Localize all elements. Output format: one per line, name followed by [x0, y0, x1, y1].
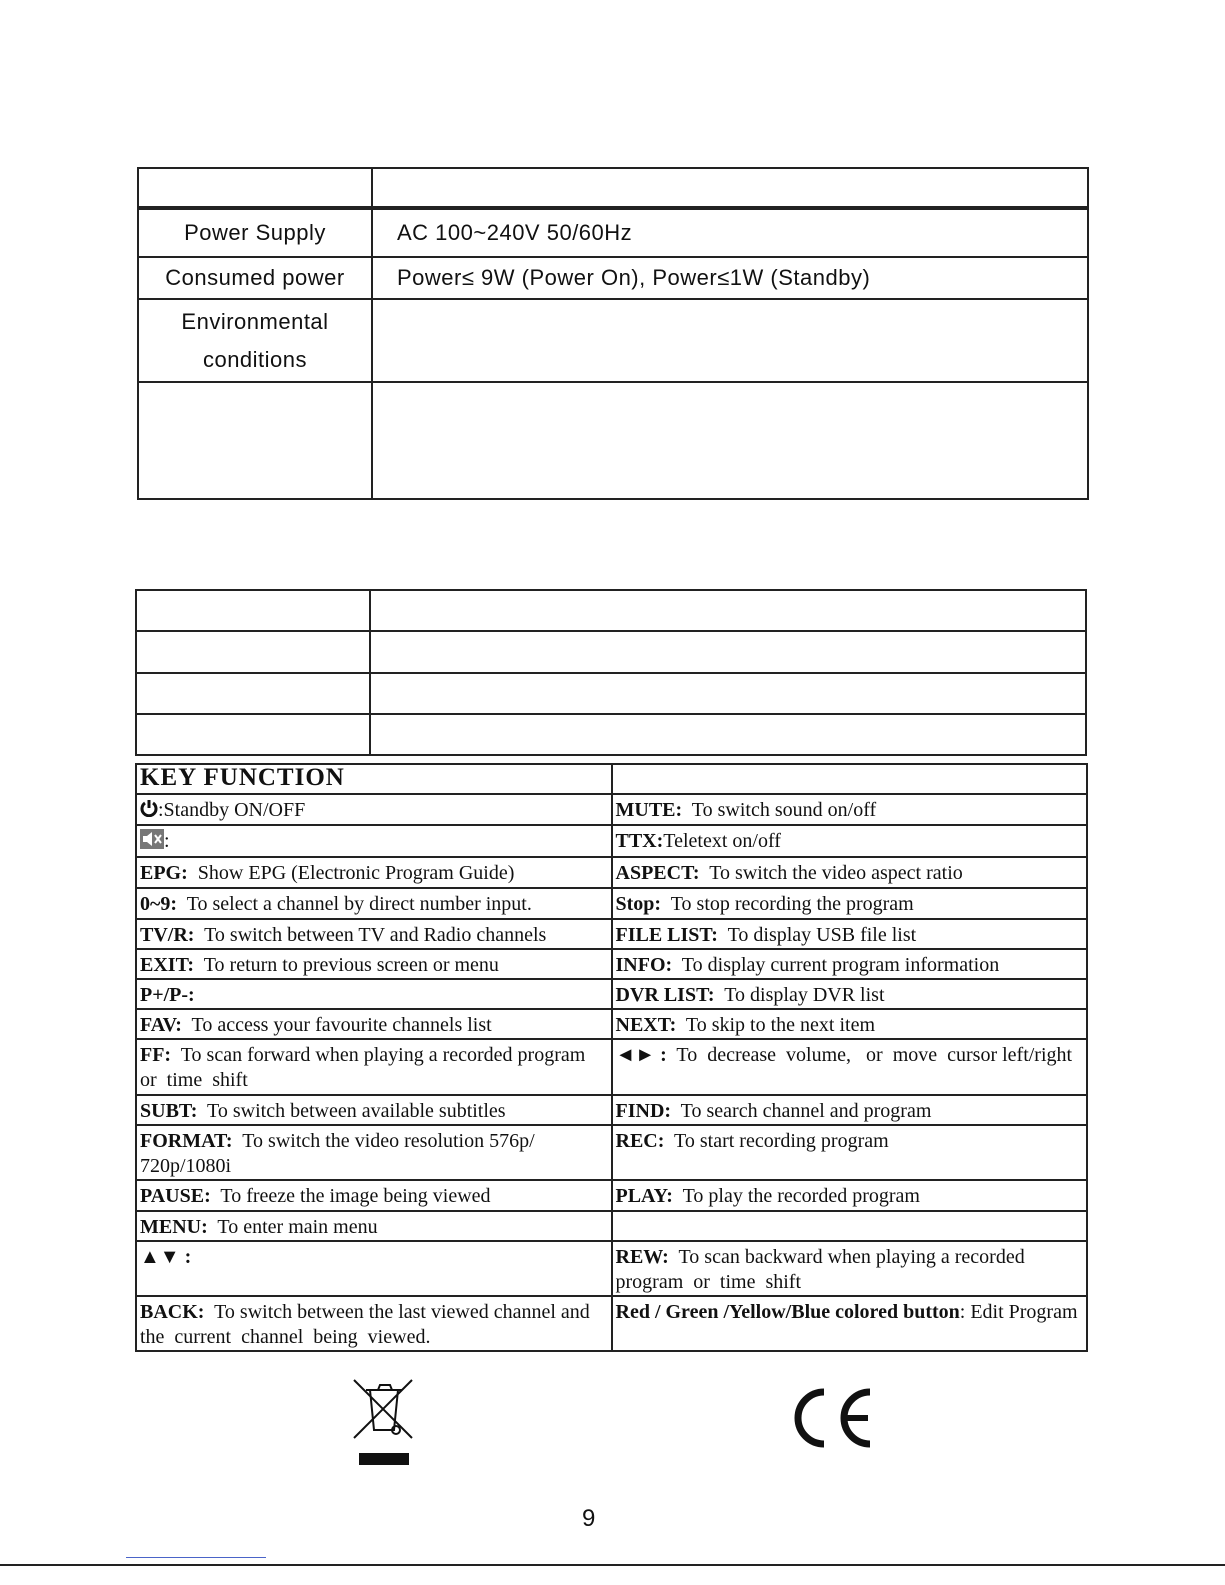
key-name: Red / Green /Yellow/Blue colored button [615, 1301, 960, 1323]
key-description: : Edit Program [959, 1301, 1078, 1323]
key-function-cell [136, 1241, 612, 1296]
key-function-cell [612, 1296, 1088, 1351]
key-name: ▲▼ : [140, 1246, 192, 1268]
key-function-cell [136, 979, 612, 1009]
key-name: EPG: [140, 862, 188, 884]
key-name: BACK: [140, 1301, 205, 1323]
key-description: To skip to the next item [676, 1014, 876, 1036]
cell [136, 590, 370, 631]
key-name: ASPECT: [615, 862, 700, 884]
key-description: To switch between available subtitles [197, 1100, 506, 1122]
key-function-cell [136, 949, 612, 979]
key-function-cell [136, 825, 612, 857]
key-description: To display DVR list [714, 984, 885, 1006]
weee-bin-icon [352, 1378, 416, 1473]
key-function-cell [136, 1125, 612, 1180]
key-description: To enter main menu [207, 1216, 378, 1238]
key-function-cell [136, 919, 612, 949]
key-description: To scan forward when playing a recorded program or time shift [140, 1044, 596, 1091]
key-function-cell [136, 1009, 612, 1039]
key-function-cell [612, 1095, 1088, 1125]
key-function-cell [612, 949, 1088, 979]
spec-value [372, 382, 1088, 499]
key-name: FF: [140, 1044, 172, 1066]
key-name: DVR LIST: [615, 984, 715, 1006]
key-function-title: KEY FUNCTION [136, 764, 612, 794]
key-name: 0~9: [140, 893, 178, 915]
key-function-cell [612, 1125, 1088, 1180]
key-name: FIND: [615, 1100, 672, 1122]
spec-label: Power Supply [138, 208, 372, 257]
spec-label [138, 168, 372, 208]
ce-mark-icon [790, 1388, 874, 1453]
cell [136, 673, 370, 714]
specifications-table [137, 167, 1089, 500]
key-function-cell [612, 1241, 1088, 1296]
key-description: To switch sound on/off [682, 799, 877, 821]
key-name: REC: [615, 1130, 665, 1152]
key-description: To switch between TV and Radio channels [194, 924, 547, 946]
key-function-cell [612, 1039, 1088, 1095]
spec-label: Environmental conditions [138, 299, 372, 382]
empty-table [135, 589, 1087, 756]
spec-label: Consumed power [138, 257, 372, 299]
key-function-cell [612, 857, 1088, 888]
cell [370, 714, 1086, 755]
key-name: TV/R: [140, 924, 195, 946]
key-description: To start recording program [664, 1130, 889, 1152]
key-function-cell [136, 888, 612, 919]
key-description: To play the recorded program [672, 1185, 920, 1207]
key-name: MUTE: [615, 799, 683, 821]
spec-label [138, 382, 372, 499]
key-description: To search channel and program [671, 1100, 932, 1122]
key-description: To switch between the last viewed channel and the current channel being viewed. [140, 1301, 600, 1348]
key-function-cell [612, 794, 1088, 825]
key-description: Teletext on/off [663, 830, 781, 852]
key-function-cell [612, 979, 1088, 1009]
key-description: To decrease volume, or move cursor left/right [666, 1044, 1073, 1066]
key-description: : [164, 830, 170, 853]
key-function-cell [612, 825, 1088, 857]
key-name: ◄► : [615, 1044, 667, 1066]
cell [370, 631, 1086, 673]
key-name: SUBT: [140, 1100, 198, 1122]
key-name: TTX: [615, 830, 664, 852]
mute-speaker-icon [140, 829, 164, 856]
cell [612, 764, 1088, 794]
key-function-cell [612, 919, 1088, 949]
cell [136, 714, 370, 755]
cell [370, 673, 1086, 714]
key-name: PAUSE: [140, 1185, 211, 1207]
key-function-cell [136, 1296, 612, 1351]
power-icon [140, 799, 158, 824]
key-description: Show EPG (Electronic Program Guide) [187, 862, 515, 884]
key-function-cell [612, 1180, 1088, 1211]
key-function-cell [612, 888, 1088, 919]
key-function-cell [136, 857, 612, 888]
divider [126, 1557, 266, 1558]
key-name: NEXT: [615, 1014, 677, 1036]
key-name: REW: [615, 1246, 669, 1268]
key-name: Stop: [615, 893, 662, 915]
key-name: P+/P-: [140, 984, 195, 1006]
key-function-cell [136, 1095, 612, 1125]
key-description: :Standby ON/OFF [158, 799, 306, 821]
key-function-cell [136, 1180, 612, 1211]
cell [136, 631, 370, 673]
key-name: INFO: [615, 954, 673, 976]
key-description: To select a channel by direct number input. [177, 893, 532, 915]
spec-value: Power≤ 9W (Power On), Power≤1W (Standby) [372, 257, 1088, 299]
key-description: To display current program information [672, 954, 1000, 976]
key-function-cell [136, 1211, 612, 1241]
key-description: To access your favourite channels list [181, 1014, 492, 1036]
key-description: To stop recording the program [661, 893, 914, 915]
key-description: To scan backward when playing a recorded program or time shift [615, 1246, 1030, 1293]
key-function-cell [136, 1039, 612, 1095]
key-description: To display USB file list [717, 924, 917, 946]
key-function-cell [612, 1211, 1088, 1241]
spec-value [372, 299, 1088, 382]
key-description: To freeze the image being viewed [210, 1185, 491, 1207]
key-name: FILE LIST: [615, 924, 718, 946]
key-name: MENU: [140, 1216, 208, 1238]
key-name: PLAY: [615, 1185, 673, 1207]
key-description: To switch the video aspect ratio [699, 862, 963, 884]
spec-value: AC 100~240V 50/60Hz [372, 208, 1088, 257]
key-function-cell [612, 1009, 1088, 1039]
cell [370, 590, 1086, 631]
key-name: EXIT: [140, 954, 195, 976]
key-description: To return to previous screen or menu [194, 954, 499, 976]
key-function-cell [136, 794, 612, 825]
key-function-table [135, 763, 1088, 1352]
page-number: 9 [582, 1505, 596, 1532]
key-name: FAV: [140, 1014, 182, 1036]
key-description: To switch the video resolution 576p/ 720p/1080i [140, 1130, 540, 1177]
spec-value [372, 168, 1088, 208]
key-name: FORMAT: [140, 1130, 233, 1152]
divider [0, 1564, 1225, 1566]
